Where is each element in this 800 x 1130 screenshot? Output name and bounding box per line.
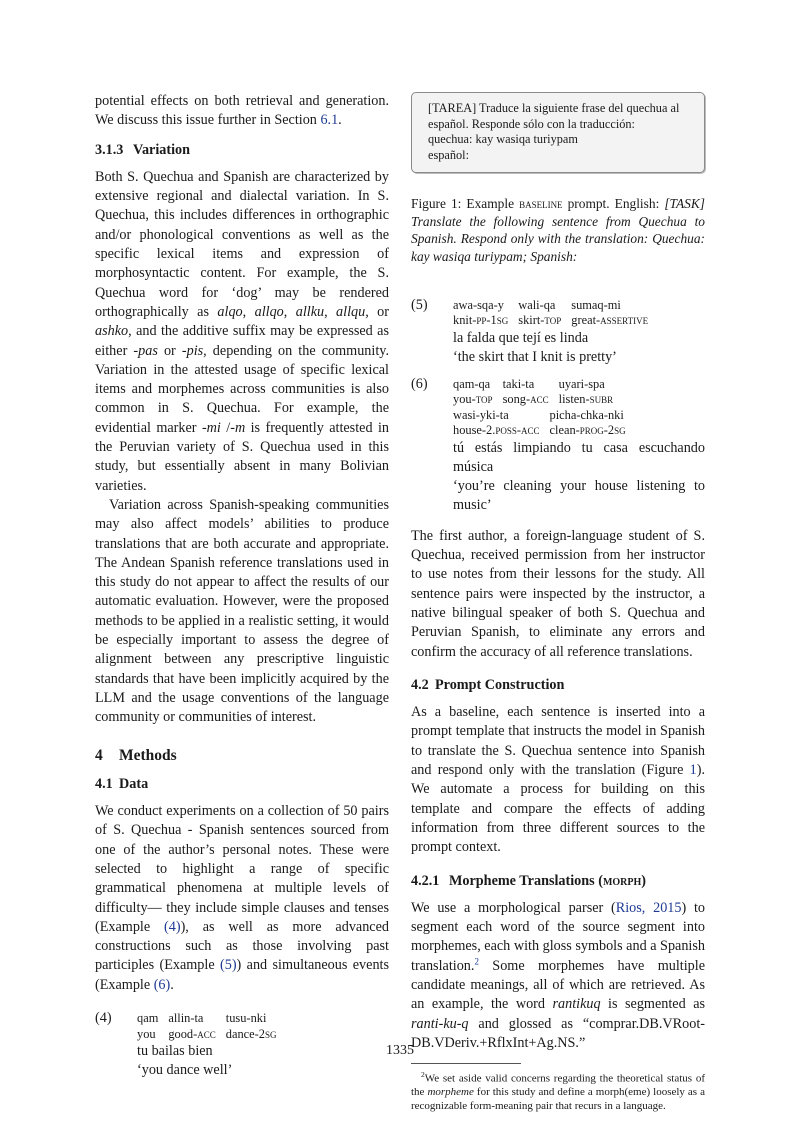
paragraph-prompt-construction: As a baseline, each sentence is inserted into a prompt template that instructs the model in Spanish to translate the S. Quechua sentence into Spanish and respond only with the translation (Figure 1). We automate a process for building on this template and compare the effects of adding information from three different sources to the prompt context.	[411, 704, 705, 856]
word: qam	[137, 1011, 159, 1026]
word: qam-qa	[453, 376, 491, 391]
gloss: house-2.poss-acc	[453, 423, 540, 438]
gloss: clean-prog-2sg	[549, 423, 626, 438]
example-5-link[interactable]: (5)	[220, 957, 237, 974]
example-number: (6)	[411, 375, 428, 392]
gloss: you-top	[453, 392, 493, 407]
footnote-2: $^2$We set aside valid concerns regarding the theoretical status of the morpheme for this study and define a morph(eme) loosely as a recognizable form-meaning pair that recurs in a language.	[411, 1070, 705, 1112]
gloss: good-acc	[168, 1026, 216, 1041]
figure-1-link[interactable]: 1	[689, 762, 697, 779]
prompt-example-box	[411, 92, 705, 173]
paragraph-variation-2: Variation across Spanish-speaking communities may also affect models’ abilities to produce translations that are both accurate and appropriate. The Andean Spanish reference translations used in this study do not appear to affect the results of our automatic evaluation. However, were the proposed methods to be applied in a realistic setting, it would be especially important to assess the degree of alignment between any prescriptive linguistic standards that have been implicitly acquired by the LLM and the usage conventions of the language community or communities of interest.	[95, 496, 389, 726]
word: wasi-yki-ta	[453, 407, 509, 422]
english-translation: ‘you’re cleaning your house listening to music’	[453, 477, 705, 513]
paragraph-data: We conduct experiments on a collection of 50 pairs of S. Quechua - Spanish sentences sourced from one of the author’s personal notes. These were selected to highlight a range of specific grammatical phenomena at multiple levels of difficulty— they include simple clauses and tenses (Example (4)), as well as more advanced constructions such as those involving past participles (Example (5)) and simultaneous events (Example (6).	[95, 803, 389, 993]
example-number: (5)	[411, 296, 428, 313]
paragraph-variation-1: Both S. Quechua and Spanish are characterized by extensive regional and dialectal variation. In S. Quechua, this includes differences in orthographic and/or phonological conventions as well as the specific lexical items and expression of morphosyntactic content. For example, the S. Quechua word for ‘dog’ may be rendered orthographically as alqo, allqo, allku, allqu, or ashko, and the additive suffix may be expressed as either -pas or -pis, depending on the community. Variation in the attested usage of specific lexical items and morphemes across communities is also common in S. Quechua. For example, the evidential marker -mi /-m is frequently attested in the Peruvian variety of S. Quechua used in this study, but essentially absent in many Bolivian varieties.	[95, 168, 389, 494]
example-5-gloss	[453, 298, 705, 329]
gloss: listen-subr	[558, 392, 614, 407]
gloss: you	[137, 1026, 156, 1041]
prompt-line: [TAREA] Traduce la siguiente frase del quechua al español. Responde sólo con la traducción:	[428, 101, 680, 131]
section-heading-morpheme-translations: 4.2.1 Morpheme Translations (morph)	[411, 872, 647, 889]
word: allin-ta	[168, 1011, 204, 1026]
gloss: skirt-top	[518, 313, 562, 328]
footnote-2-link[interactable]: 2	[474, 956, 479, 967]
gloss: great-assertive	[571, 313, 649, 328]
word: taki-ta	[502, 376, 535, 391]
spanish-translation: la falda que tejí es linda	[453, 329, 589, 346]
word: wali-qa	[518, 297, 556, 312]
page-number: 1335	[386, 1043, 414, 1058]
gloss: dance-2sg	[225, 1026, 277, 1041]
word: picha-chka-nki	[549, 407, 624, 422]
right-column	[411, 92, 705, 1113]
citation-rios[interactable]: Rios, 2015	[615, 899, 682, 916]
gloss: knit-pp-1sg	[453, 313, 509, 328]
section-heading-methods: 4 Methods	[95, 746, 177, 764]
example-6-gloss-1	[453, 377, 705, 408]
paragraph-author: The first author, a foreign-language student of S. Quechua, received permission from her instructor to use notes from their lessons for the study. All sentence pairs were inspected by the instructor, a native bilingual speaker of both S. Quechua and Peruvian Spanish, to eliminate any errors and confirm the accuracy of all reference translations.	[411, 527, 705, 660]
word: awa-sqa-y	[453, 297, 504, 312]
section-heading-variation: 3.1.3 Variation	[95, 141, 191, 158]
example-number: (4)	[95, 1010, 112, 1027]
word: uyari-spa	[558, 376, 605, 391]
spanish-translation: tu bailas bien	[137, 1043, 213, 1060]
section-heading-prompt-construction: 4.2 Prompt Construction	[411, 676, 565, 693]
prompt-line: español:	[428, 147, 469, 162]
prompt-line: quechua: kay wasiqa turiypam	[428, 132, 578, 146]
word: tusu-nki	[225, 1011, 267, 1026]
english-translation: ‘the skirt that I knit is pretty’	[453, 348, 617, 365]
example-6-gloss-2	[453, 408, 705, 439]
gloss: song-acc	[502, 392, 549, 407]
word: sumaq-mi	[571, 297, 621, 312]
paragraph-intro: potential effects on both retrieval and generation. We discuss this issue further in Section 6.1.	[95, 93, 389, 129]
spanish-translation: tú estás limpiando tu casa escuchando música	[453, 439, 705, 475]
example-6	[411, 377, 705, 515]
english-translation: ‘you dance well’	[137, 1062, 233, 1079]
section-link[interactable]: 6.1	[320, 112, 339, 129]
paragraph-morph: We use a morphological parser (Rios, 2015) to segment each word of the source segment into morphemes, each with gloss symbols and a Spanish translation.$^2$ Some morphemes have multiple candidate meanings, all of which are retrieved. As an example, the word rantikuq is segmented as ranti-ku-q and glossed as “comprar.DB.VRoot-DB.VDeriv.+RflxInt+Ag.NS.”	[411, 899, 706, 1051]
section-heading-data: 4.1 Data	[95, 775, 149, 792]
example-6-link[interactable]: (6)	[153, 976, 171, 993]
example-5	[411, 298, 705, 367]
figure-1-caption: Figure 1: Example baseline prompt. English: [TASK] Translate the following sentence from Quechua to Spanish. Respond only with the translation: Quechua: kay wasiqa turiypam; Spanish:	[411, 196, 705, 265]
left-column	[95, 92, 389, 1086]
example-4-gloss	[137, 1011, 389, 1042]
example-4-link[interactable]: (4)	[164, 918, 181, 935]
footnote-divider	[411, 1063, 521, 1064]
